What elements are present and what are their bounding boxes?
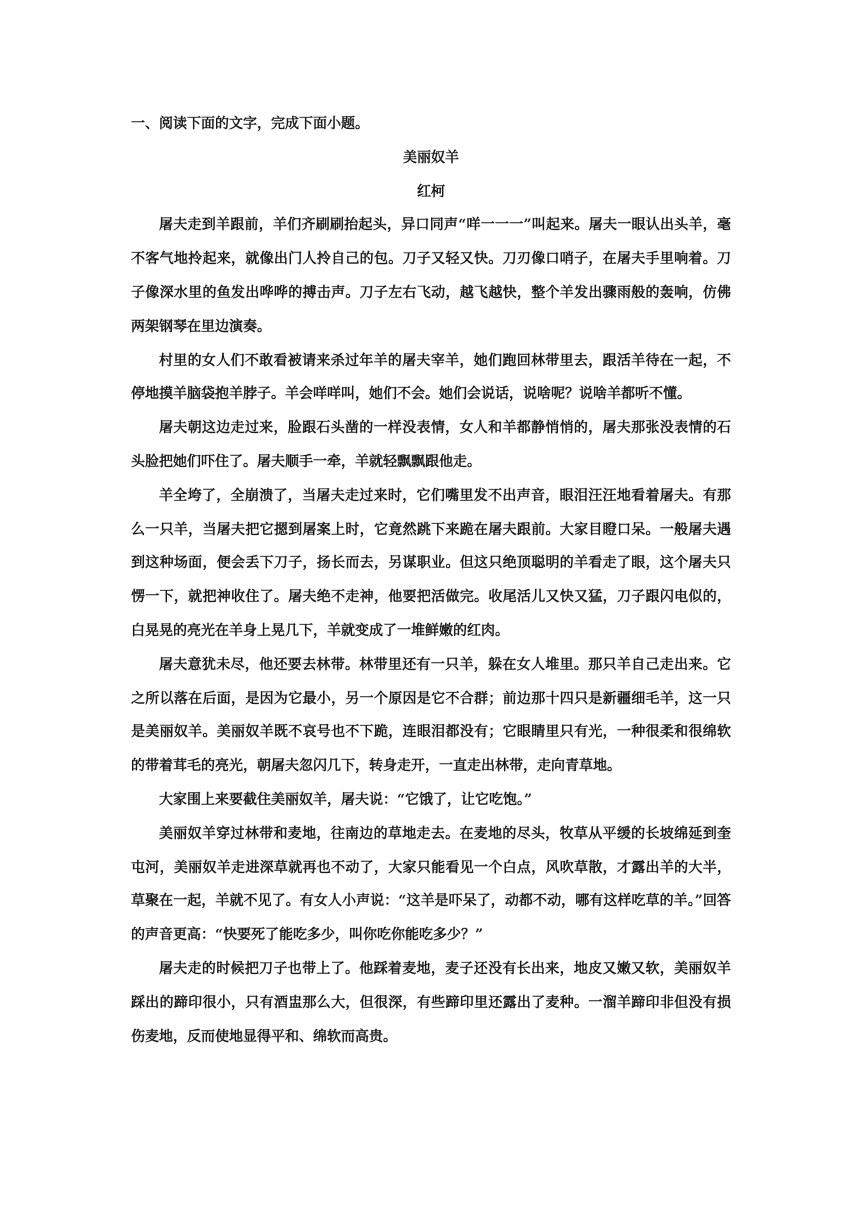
question-heading: 一、阅读下面的文字，完成下面小题。 (131, 116, 369, 132)
article-author: 红柯 (417, 183, 445, 200)
article-paragraph: 羊全垮了，全崩溃了，当屠夫走过来时，它们嘴里发不出声音，眼泪汪汪地看着屠夫。有那么一只羊，当屠夫把它摁到屠案上时，它竟然跳下来跪在屠夫跟前。大家目瞪口呆。一般屠夫遇到这种场面，便会丢下刀子，扬长而去，另谋职业。但这只绝顶聪明的羊看走了眼，这个屠夫只愣一下，就把神收住了。屠夫绝不走神，他要把活做完。收尾活儿又快又猛，刀子跟闪电似的，白晃晃的亮光在羊身上晃几下，羊就变成了一堆鲜嫩的红肉。 (131, 487, 731, 639)
article-paragraph: 屠夫意犹未尽，他还要去林带。林带里还有一只羊，躲在女人堆里。那只羊自己走出来。它之所以落在后面，是因为它最小，另一个原因是它不合群；前边那十四只是新疆细毛羊，这一只是美丽奴羊。美丽奴羊既不哀号也不下跪，连眼泪都没有；它眼睛里只有光，一种很柔和很绵软的带着茸毛的亮光，朝屠夫忽闪几下，转身走开，一直走出林带，走向青草地。 (131, 656, 731, 775)
article-paragraph: 美丽奴羊穿过林带和麦地，往南边的草地走去。在麦地的尽头，牧草从平缓的长坡绵延到奎屯河，美丽奴羊走进深草就再也不动了，大家只能看见一个白点，风吹草散，才露出羊的大半，草聚在一起，羊就不见了。有女人小声说：“这羊是吓呆了，动都不动，哪有这样吃草的羊。”回答的声音更高：“快要死了能吃多少，叫你吃你能吃多少？” (131, 825, 731, 944)
article-paragraph: 屠夫走的时候把刀子也带上了。他踩着麦地，麦子还没有长出来，地皮又嫩又软，美丽奴羊踩出的蹄印很小，只有酒盅那么大，但很深，有些蹄印里还露出了麦种。一溜羊蹄印非但没有损伤麦地，反而使地显得平和、绵软而高贵。 (131, 960, 731, 1045)
article-paragraph: 村里的女人们不敢看被请来杀过年羊的屠夫宰羊，她们跑回林带里去，跟活羊待在一起，不停地摸羊脑袋抱羊脖子。羊会咩咩叫，她们不会。她们会说话，说啥呢？说啥羊都听不懂。 (131, 352, 731, 403)
document-body (131, 108, 731, 1054)
article-paragraph: 屠夫走到羊跟前，羊们齐刷刷抬起头，异口同声“咩一一一”叫起来。屠夫一眼认出头羊，毫不客气地拎起来，就像出门人拎自己的包。刀子又轻又快。刀刃像口哨子，在屠夫手里响着。刀子像深水里的鱼发出哗哗的搏击声。刀子左右飞动，越飞越快，整个羊发出骤雨般的轰响，仿佛两架钢琴在里边演奏。 (131, 217, 731, 335)
article-paragraph: 大家围上来要截住美丽奴羊，屠夫说：“它饿了，让它吃饱。” (159, 791, 533, 808)
article-paragraph: 屠夫朝这边走过来，脸跟石头凿的一样没表情，女人和羊都静悄悄的，屠夫那张没表情的石头脸把她们吓住了。屠夫顺手一牵，羊就轻飘飘跟他走。 (131, 420, 731, 470)
article-title: 美丽奴羊 (403, 149, 459, 166)
